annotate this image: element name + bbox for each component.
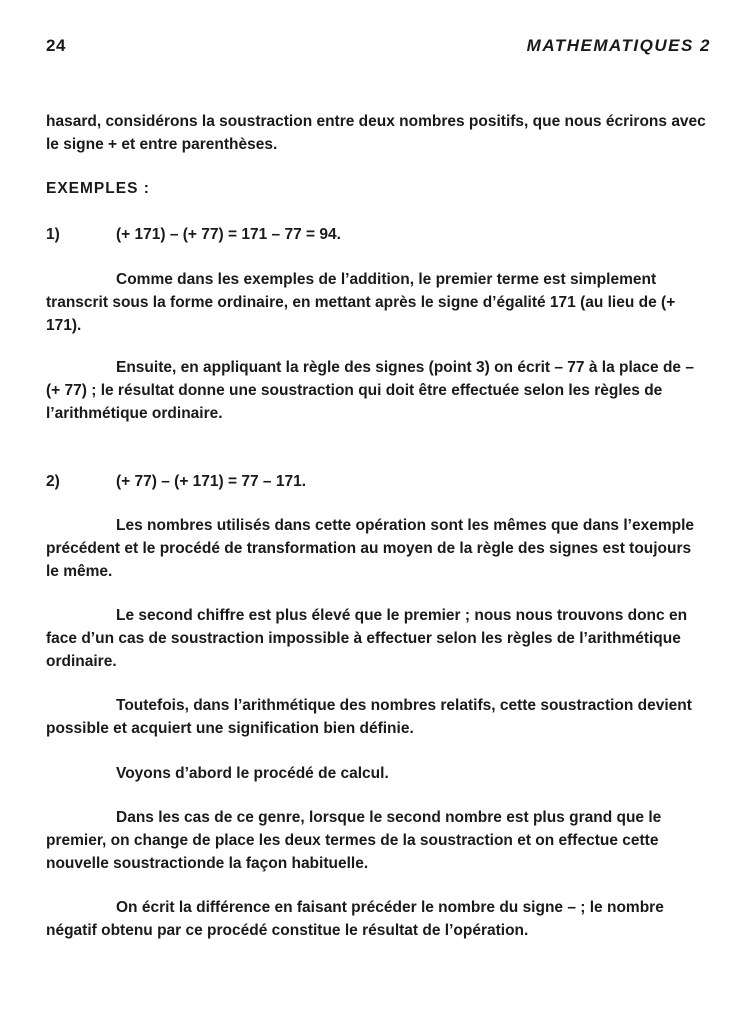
running-title: MATHEMATIQUES 2 <box>526 36 711 55</box>
example-2 <box>46 470 306 493</box>
paragraph-5: Toutefois, dans l’arithmétique des nombres relatifs, cette soustraction devient possible et acquiert une signification bien définie. <box>46 697 692 737</box>
paragraph-7: Dans les cas de ce genre, lorsque le second nombre est plus grand que le premier, on change de place les deux termes de la soustraction et on effectue cette nouvelle soustractionde la façon habituelle. <box>46 809 662 872</box>
paragraph-3: Les nombres utilisés dans cette opération sont les mêmes que dans l’exemple précédent et le procédé de transformation au moyen de la règle des signes est toujours le même. <box>46 517 694 580</box>
examples-heading: EXEMPLES : <box>46 180 150 197</box>
example-1 <box>46 223 341 246</box>
paragraph-2: Ensuite, en appliquant la règle des signes (point 3) on écrit – 77 à la place de – (+ 77) ; le résultat donne une soustraction qui doit être effectuée selon les règles de l’arithmétique ordinaire. <box>46 359 694 422</box>
intro-paragraph: hasard, considérons la soustraction entre deux nombres positifs, que nous écrirons avec le signe + et entre parenthèses. <box>46 113 706 153</box>
paragraph-6: Voyons d’abord le procédé de calcul. <box>116 765 389 782</box>
paragraph-8: On écrit la différence en faisant précéder le nombre du signe – ; le nombre négatif obtenu par ce procédé constitue le résultat de l’opération. <box>46 899 664 939</box>
paragraph-1: Comme dans les exemples de l’addition, le premier terme est simplement transcrit sous la forme ordinaire, en mettant après le signe d’égalité 171 (au lieu de (+ 171). <box>46 271 676 334</box>
page-number: 24 <box>46 36 66 55</box>
example-1-formula: (+ 171) – (+ 77) = 171 – 77 = 94. <box>116 226 341 243</box>
example-2-number: 2) <box>46 473 60 490</box>
paragraph-4: Le second chiffre est plus élevé que le premier ; nous nous trouvons donc en face d’un cas de soustraction impossible à effectuer selon les règles de l’arithmétique ordinaire. <box>46 607 688 670</box>
example-2-formula: (+ 77) – (+ 171) = 77 – 171. <box>116 473 307 490</box>
example-1-number: 1) <box>46 226 60 243</box>
